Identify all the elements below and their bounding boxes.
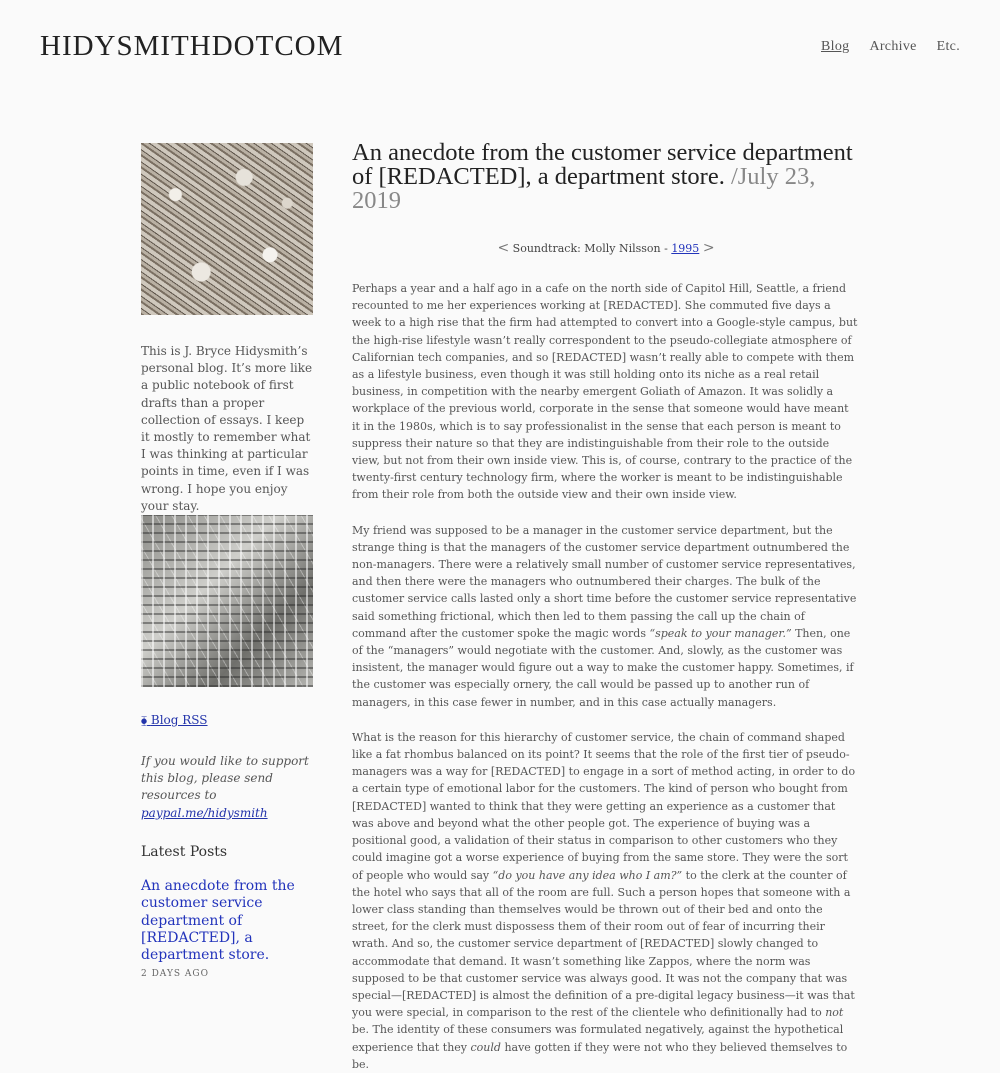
p3-not: not	[825, 1006, 844, 1020]
site-title[interactable]: HIDYSMITHDOTCOM	[40, 30, 344, 62]
soundtrack-close: >	[702, 240, 715, 256]
p3-mid: to the clerk at the counter of the hotel who says that all of the room are full. Such a person hopes that someone with a lower class standing than themselves would be thrown out of their bed and onto the street, for the clerk must dispossess them of their room out of fear of incurring their wrath. And so, the customer service department of [REDACTED] slowly changed to accommodate that demand. It wasn’t something like Zappos, where the norm was supposed to be that customer service was always good. It was not the company that was special—[REDACTED] is almost the definition of a pre-digital legacy business—it was that you were special, in comparison to the rest of the clientele who definitionally had to	[352, 868, 855, 1020]
p3-end: have gotten if they were not who they believed themselves to be.	[352, 1040, 848, 1071]
latest-post-item	[141, 878, 313, 979]
p3-text: What is the reason for this hierarchy of customer service, the chain of command shaped like a fat rhombus balanced on its point? It seems that the role of the first tier of pseudo-managers was a way for [REDACTED] to engage in a sort of method acting, in order to do a certain type of emotional labor for the customers. The kind of person who bought from [REDACTED] wanted to think that they were getting an experience as a customer that was above and beyond what the other people got. The experience of buying was a positional good, a validation of their status in comparison to other customers who they could imagine got a worse experience of buying from the same store. They were the sort of people who would say	[352, 730, 856, 882]
main-nav	[821, 39, 960, 55]
support-text: If you would like to support this blog, please send resources to	[141, 754, 309, 803]
p2-quote: “speak to your manager.”	[649, 626, 792, 640]
latest-post-link[interactable]: An anecdote from the customer service department of [REDACTED], a department store.	[141, 877, 295, 964]
post-paragraph-3	[352, 729, 860, 1073]
soundtrack-open: <	[497, 240, 510, 256]
soundtrack-link[interactable]: 1995	[671, 242, 700, 255]
nav-etc[interactable]: Etc.	[936, 39, 960, 54]
post-title	[352, 141, 860, 213]
nav-blog[interactable]: Blog	[821, 39, 850, 54]
author-bio: This is J. Bryce Hidysmith’s personal blog. It’s more like a public notebook of first drafts than a proper collection of essays. I keep it mostly to remember what I was thinking at particular points in time, even if I was wrong. I hope you enjoy your stay.	[141, 344, 313, 513]
latest-post-date: 2 DAYS AGO	[141, 968, 209, 979]
rss-label: Blog RSS	[150, 713, 208, 728]
sidebar	[141, 143, 313, 979]
rss-link-row	[141, 713, 313, 727]
sidebar-image-grid	[141, 515, 313, 687]
p3-quote: “do you have any idea who I am?”	[492, 868, 683, 882]
soundtrack-label: Soundtrack: Molly Nilsson -	[512, 242, 672, 255]
nav-archive[interactable]: Archive	[869, 39, 917, 54]
p2-rest: Then, one of the “managers” would negotiate with the customer. And, slowly, as the customer was insistent, the manager would figure out a way to make the customer happy. Sometimes, if the customer was especially ornery, the call would be passed up to another run of managers, in this case fewer in number, and in this case actually managers.	[352, 626, 854, 709]
post-content	[352, 141, 860, 1073]
latest-posts-heading: Latest Posts	[141, 843, 228, 860]
paypal-link[interactable]: paypal.me/hidysmith	[141, 805, 268, 820]
post-title-text: An anecdote from the customer service department of [REDACTED], a department store.	[352, 139, 853, 190]
p3-mid2: be. The identity of these consumers was formulated negatively, against the hypothetical experience that they	[352, 1023, 844, 1054]
soundtrack	[352, 240, 860, 256]
support-note	[141, 753, 313, 822]
sidebar-image-debris	[141, 143, 313, 315]
post-paragraph-2	[352, 522, 860, 711]
post-date: /July 23, 2019	[352, 163, 816, 214]
p2-text: My friend was supposed to be a manager in the customer service department, but the strange thing is that the managers of the customer service department outnumbered the non-managers. There were a relatively small number of customer service representatives, and then there were the managers who outnumbered their charges. The bulk of the customer service calls lasted only a short time before the customer service representative said something frictional, which then led to them passing the call up the chain of command after the customer spoke the magic words	[352, 523, 857, 640]
rss-icon: ⧳	[141, 716, 148, 728]
rss-link[interactable]	[141, 713, 208, 727]
post-paragraph-1: Perhaps a year and a half ago in a cafe on the north side of Capitol Hill, Seattle, a friend recounted to me her experiences working at [REDACTED]. She commuted five days a week to a high rise that the firm had attempted to convert into a Google-style campus, but the high-rise lifestyle wasn’t really correspondent to the pseudo-collegiate atmosphere of Californian tech companies, and so [REDACTED] wasn’t really able to compete with them as a lifestyle business, even though it was still holding onto its niche as a real retail business, in competition with the nearby emergent Goliath of Amazon. It was solidly a workplace of the previous world, corporate in the sense that someone would have meant it in the 1980s, which is to say professionalist in the sense that each person is meant to suppress their nature so that they are indistinguishable from their role to the outside view, but not from their own inside view. This is, of course, contrary to the practice of the twenty-first century technology firm, where the worker is meant to be indistinguishable from their role from both the outside view and their own inside view.	[352, 282, 858, 502]
p3-could: could	[470, 1040, 501, 1054]
